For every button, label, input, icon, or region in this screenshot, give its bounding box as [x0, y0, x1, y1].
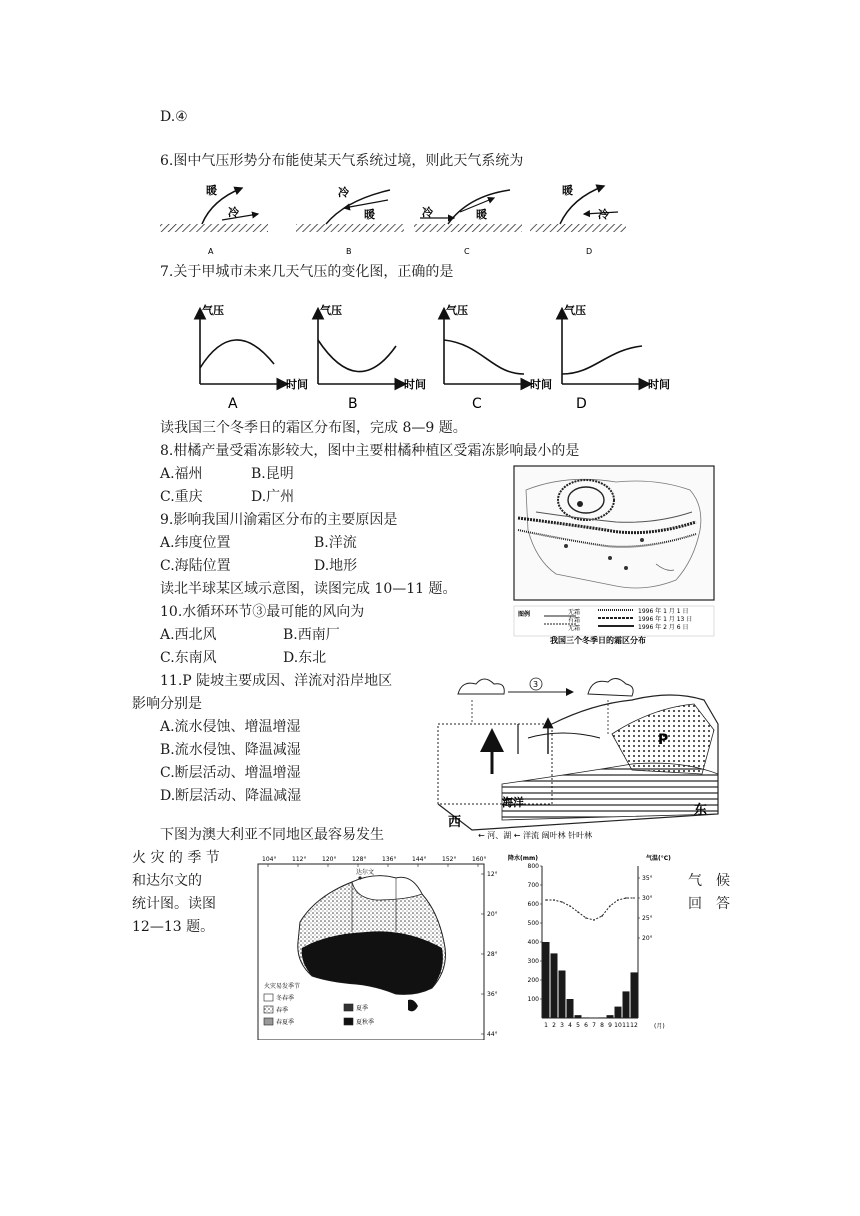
- q9-stem: 9.影响我国川渝霜区分布的主要原因是: [160, 512, 398, 528]
- front-d: [530, 183, 626, 256]
- q11-option-a: A.流水侵蚀、增温增湿: [160, 719, 301, 735]
- lat-tick-label: 12°: [487, 871, 498, 878]
- q10-option-d: D.东北: [283, 650, 327, 666]
- temperature-point: [577, 911, 579, 913]
- q11-stem-line2: 影响分别是: [132, 696, 202, 712]
- pressure-a-label: A: [228, 396, 238, 412]
- block-ocean-label: 海洋: [502, 796, 524, 809]
- front-a: [160, 183, 268, 256]
- pressure-d-xlabel: 时间: [648, 378, 670, 391]
- front-b-label: B: [346, 247, 352, 256]
- fire-legend-3: 春夏季: [276, 1019, 295, 1026]
- climate-ytick-label: 400: [527, 939, 539, 946]
- lat-tick-label: 44°: [487, 1031, 498, 1038]
- pressure-d-label: D: [576, 396, 587, 412]
- front-d-warm: 暖: [562, 184, 573, 197]
- front-c-cold: 冷: [422, 206, 433, 219]
- lon-tick-label: 152°: [442, 856, 457, 863]
- q8-option-b: B.昆明: [251, 466, 294, 482]
- temperature-point: [609, 905, 611, 907]
- intro-12-13-line1: 下图为澳大利亚不同地区最容易发生: [160, 827, 384, 843]
- q11-option-b: B.流水侵蚀、降温减湿: [160, 742, 301, 758]
- frost-legend-left-1: 无霜: [568, 609, 581, 616]
- pressure-graph-a: [200, 303, 308, 412]
- q5-option-d: D.④: [160, 109, 188, 125]
- pressure-c-xlabel: 时间: [530, 378, 552, 391]
- intro-10-11: 读北半球某区域示意图，读图完成 10—11 题。: [160, 581, 457, 597]
- lat-tick-label: 20°: [487, 911, 498, 918]
- block-west-label: 西: [448, 815, 462, 830]
- precip-bar: [559, 971, 566, 1019]
- frost-map-caption: 我国三个冬季日的霜区分布: [550, 636, 646, 645]
- precip-bar: [543, 942, 550, 1018]
- q11-stem-line1: 11.P 陡坡主要成因、洋流对沿岸地区: [160, 673, 393, 689]
- temperature-point: [561, 901, 563, 903]
- climate-xtick-label: 10: [614, 1022, 622, 1029]
- q6-stem: 6.图中气压形势分布能使某天气系统过境，则此天气系统为: [160, 153, 524, 169]
- precip-bar: [575, 1015, 582, 1018]
- climate-ytick-label: 300: [527, 958, 539, 965]
- pressure-graph-c: [444, 303, 552, 412]
- frost-legend-3: 1996 年 2 月 6 日: [638, 624, 689, 631]
- block-legend: ← 河、湖 ← 洋流 阔叶林 针叶林: [478, 831, 593, 840]
- pressure-graph-d: [562, 303, 670, 412]
- climate-ytick-label: 800: [527, 863, 539, 870]
- precip-bar: [631, 972, 638, 1018]
- climate-y2label: 气温(°C): [646, 855, 671, 862]
- front-diagrams: [158, 178, 628, 260]
- front-d-label: D: [586, 247, 593, 256]
- front-b-cold: 冷: [338, 186, 349, 199]
- lon-tick-label: 112°: [292, 856, 307, 863]
- frost-legend-1: 1996 年 1 月 1 日: [638, 608, 689, 615]
- climate-xtick-label: 1: [544, 1022, 548, 1029]
- climate-xtick-label: 4: [568, 1022, 572, 1029]
- pressure-b-ylabel: 气压: [320, 304, 342, 317]
- q10-stem: 10.水循环环节③最可能的风向为: [160, 604, 365, 620]
- fire-legend-4: 夏季: [356, 1005, 369, 1012]
- lon-tick-label: 136°: [382, 856, 397, 863]
- front-c-warm: 暖: [476, 208, 487, 221]
- front-a-cold: 冷: [228, 206, 239, 219]
- front-c-label: C: [464, 247, 470, 256]
- temperature-point: [569, 905, 571, 907]
- front-d-cold: 冷: [598, 208, 609, 221]
- darwin-label: 达尔文: [356, 869, 375, 876]
- australia-fire-map: [256, 852, 512, 1040]
- climate-xtick-label: 12: [630, 1022, 638, 1029]
- q9-option-b: B.洋流: [314, 535, 357, 551]
- region-block-diagram: [432, 664, 722, 842]
- q9-option-c: C.海陆位置: [160, 558, 231, 574]
- lon-tick-label: 128°: [352, 856, 367, 863]
- intro-12-13-line2: 火 灾 的 季 节: [132, 850, 220, 866]
- q9-option-a: A.纬度位置: [160, 535, 231, 551]
- frost-legend-title: 图例: [518, 611, 531, 618]
- temperature-point: [625, 897, 627, 899]
- fire-legend-title: 火灾易发季节: [264, 983, 301, 990]
- pressure-c-ylabel: 气压: [446, 304, 468, 317]
- q11-option-d: D.断层活动、降温减湿: [160, 788, 302, 804]
- climate-xtick-label: 11: [622, 1022, 630, 1029]
- intro-12-13-line5: 12—13 题。: [132, 919, 215, 935]
- climate-xtick-label: 6: [584, 1022, 588, 1029]
- climate-ytick-label: 600: [527, 901, 539, 908]
- climate-ylabel: 降水(mm): [508, 855, 538, 862]
- climate-xtick-label: 3: [560, 1022, 564, 1029]
- temperature-line: [546, 898, 634, 920]
- temperature-point: [633, 897, 635, 899]
- q11-option-c: C.断层活动、增温增湿: [160, 765, 301, 781]
- intro-12-13-right1: 气 候: [688, 873, 730, 889]
- climate-xtick-label: 7: [592, 1022, 596, 1029]
- q9-option-d: D.地形: [314, 558, 358, 574]
- lon-tick-label: 120°: [322, 856, 337, 863]
- pressure-b-xlabel: 时间: [404, 378, 426, 391]
- q10-option-c: C.东南风: [160, 650, 217, 666]
- lon-tick-label: 144°: [412, 856, 427, 863]
- climate-ytick-label: 500: [527, 920, 539, 927]
- climate-y2tick-label: 30°: [642, 895, 653, 902]
- pressure-graph-b: [318, 303, 426, 412]
- temperature-point: [545, 899, 547, 901]
- climate-xtick-label: 5: [576, 1022, 580, 1029]
- pressure-graphs: [182, 300, 672, 412]
- svg-text:3: 3: [533, 680, 539, 689]
- climate-y2tick-label: 25°: [642, 915, 653, 922]
- climate-ytick-label: 200: [527, 977, 539, 984]
- temperature-point: [601, 915, 603, 917]
- block-east-label: 东: [694, 803, 708, 818]
- q7-stem: 7.关于甲城市未来几天气压的变化图，正确的是: [160, 264, 454, 280]
- precip-bar: [551, 953, 558, 1018]
- fire-legend-1: 冬春季: [276, 995, 295, 1002]
- precip-bar: [615, 1007, 622, 1018]
- intro-12-13-line4: 统计图。读图: [132, 896, 216, 912]
- front-b-warm: 暖: [364, 208, 375, 221]
- pressure-a-ylabel: 气压: [202, 304, 224, 317]
- q10-option-b: B.西南厂: [283, 627, 340, 643]
- climate-y2tick-label: 20°: [642, 935, 653, 942]
- block-p-label: P: [658, 732, 669, 748]
- q10-option-a: A.西北风: [160, 627, 217, 643]
- front-c: [414, 190, 522, 256]
- temperature-point: [585, 917, 587, 919]
- front-b: [296, 185, 404, 256]
- fire-legend-5: 夏秋季: [356, 1019, 375, 1026]
- climate-ytick-label: 100: [527, 996, 539, 1003]
- q8-option-c: C.重庆: [160, 489, 203, 505]
- q8-stem: 8.柑橘产量受霜冻影较大，图中主要柑橘种植区受霜冻影响最小的是: [160, 443, 580, 459]
- temperature-point: [553, 899, 555, 901]
- pressure-d-ylabel: 气压: [564, 304, 586, 317]
- frost-map: [506, 460, 718, 646]
- frost-legend-left-2: 有霜: [568, 617, 581, 624]
- precip-bar: [583, 1017, 590, 1018]
- frost-legend-2: 1996 年 1 月 13 日: [638, 616, 693, 623]
- precip-bar: [623, 991, 630, 1018]
- darwin-climate-chart: [506, 852, 678, 1042]
- climate-xlabel: (月): [654, 1023, 665, 1030]
- climate-xtick-label: 9: [608, 1022, 612, 1029]
- temperature-point: [617, 899, 619, 901]
- fire-legend-2: 春季: [276, 1007, 289, 1014]
- temperature-point: [593, 919, 595, 921]
- pressure-c-label: C: [472, 396, 482, 412]
- lat-tick-label: 36°: [487, 991, 498, 998]
- intro-12-13-right2: 回 答: [688, 896, 730, 912]
- pressure-a-xlabel: 时间: [286, 378, 308, 391]
- climate-ytick-label: 700: [527, 882, 539, 889]
- climate-xtick-label: 8: [600, 1022, 604, 1029]
- pressure-b-label: B: [348, 396, 358, 412]
- precip-bar: [567, 999, 574, 1018]
- front-a-label: A: [208, 247, 214, 256]
- intro-12-13-line3: 和达尔文的: [132, 873, 202, 889]
- precip-bar: [599, 1017, 606, 1018]
- lat-tick-label: 28°: [487, 951, 498, 958]
- q8-option-d: D.广州: [251, 489, 295, 505]
- climate-y2tick-label: 35°: [642, 875, 653, 882]
- lon-tick-label: 104°: [262, 856, 277, 863]
- frost-legend-left-3: 无霜: [568, 625, 581, 632]
- intro-8-9: 读我国三个冬季日的霜区分布图，完成 8—9 题。: [160, 420, 467, 436]
- lon-tick-label: 160°: [472, 856, 487, 863]
- q8-option-a: A.福州: [160, 466, 203, 482]
- front-a-warm: 暖: [206, 184, 217, 197]
- climate-xtick-label: 2: [552, 1022, 556, 1029]
- precip-bar: [607, 1015, 614, 1018]
